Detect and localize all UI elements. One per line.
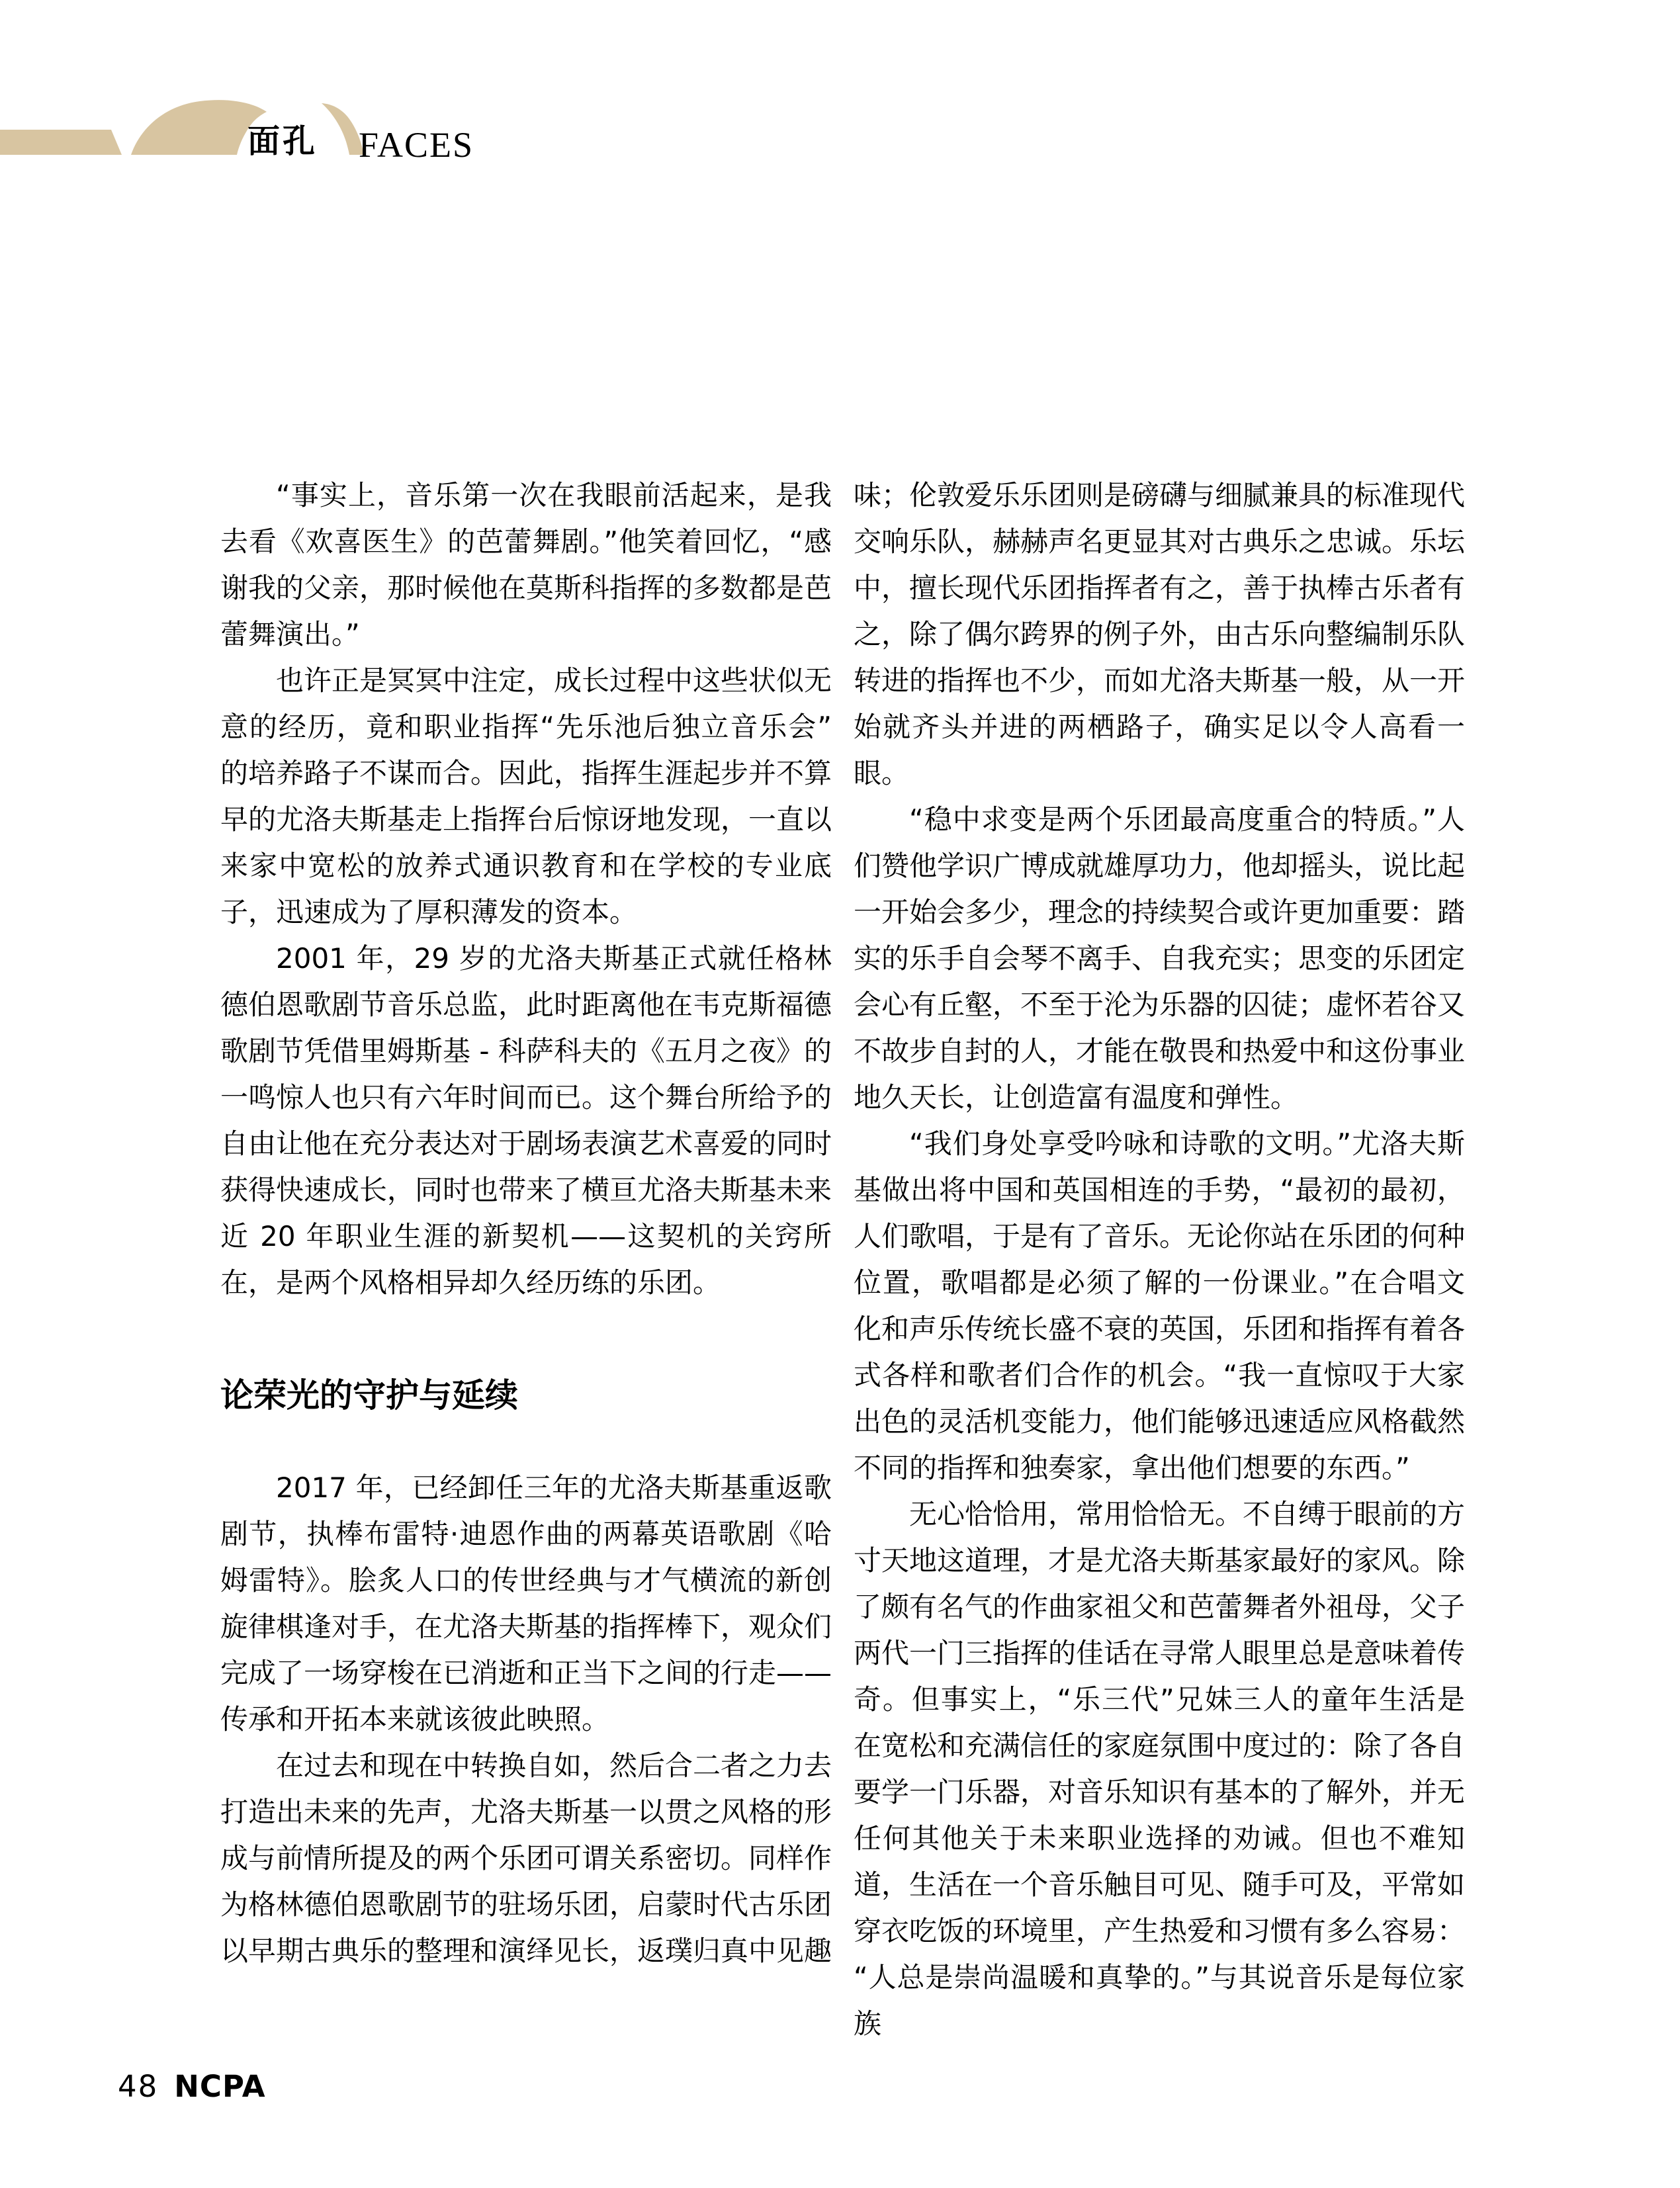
article-paragraph-continuation: 味；伦敦爱乐乐团则是磅礴与细腻兼具的标准现代交响乐队，赫赫声名更显其对古典乐之忠诚。乐坛中，擅长现代乐团指挥者有之，善于执棒古乐者有之，除了偶尔跨界的例子外，由古乐向整编制乐队转进的指挥也不少，而如尤洛夫斯基一般，从一开始就齐头并进的两栖路子，确实足以令人高看一眼。 xyxy=(854,479,1466,789)
header-wave-shape xyxy=(131,100,267,155)
article-paragraph: “事实上，音乐第一次在我眼前活起来，是我去看《欢喜医生》的芭蕾舞剧。”他笑着回忆，“感谢我的父亲，那时候他在莫斯科指挥的多数都是芭蕾舞演出。” xyxy=(220,479,832,650)
section-title-english: FACES xyxy=(359,125,474,165)
section-title-chinese: 面孔 xyxy=(247,122,318,160)
article-right-column xyxy=(854,472,1465,2047)
section-heading: 论荣光的守护与延续 xyxy=(220,1376,518,1415)
article-left-column xyxy=(220,472,832,1974)
article-paragraph: 也许正是冥冥中注定，成长过程中这些状似无意的经历，竟和职业指挥“先乐池后独立音乐会”的培养路子不谋而合。因此，指挥生涯起步并不算早的尤洛夫斯基走上指挥台后惊讶地发现，一直以来家中宽松的放养式通识教育和在学校的专业底子，迅速成为了厚积薄发的资本。 xyxy=(220,664,832,928)
header-crescent-shape xyxy=(322,103,364,155)
page-number: 48 xyxy=(118,2069,159,2104)
footer-brand: NCPA xyxy=(174,2069,266,2104)
article-paragraph: 在过去和现在中转换自如，然后合二者之力去打造出未来的先声，尤洛夫斯基一以贯之风格的形成与前情所提及的两个乐团可谓关系密切。同样作为格林德伯恩歌剧节的驻场乐团，启蒙时代古乐团以早期古典乐的整理和演绎见长，返璞归真中见趣 xyxy=(220,1749,832,1967)
page-footer xyxy=(118,2070,266,2104)
header-bar-shape xyxy=(0,130,122,155)
article-paragraph: “我们身处享受吟咏和诗歌的文明。”尤洛夫斯基做出将中国和英国相连的手势，“最初的最初，人们歌唱，于是有了音乐。无论你站在乐团的何种位置，歌唱都是必须了解的一份课业。”在合唱文化和声乐传统长盛不衰的英国，乐团和指挥有着各式各样和歌者们合作的机会。“我一直惊叹于大家出色的灵活机变能力，他们能够迅速适应风格截然不同的指挥和独奏家，拿出他们想要的东西。” xyxy=(854,1127,1466,1484)
article-paragraph: 无心恰恰用，常用恰恰无。不自缚于眼前的方寸天地这道理，才是尤洛夫斯基家最好的家风。除了颇有名气的作曲家祖父和芭蕾舞者外祖母，父子两代一门三指挥的佳话在寻常人眼里总是意味着传奇。但事实上，“乐三代”兄妹三人的童年生活是在宽松和充满信任的家庭氛围中度过的：除了各自要学一门乐器，对音乐知识有基本的了解外，并无任何其他关于未来职业选择的劝诫。但也不难知道，生活在一个音乐触目可见、随手可及，平常如穿衣吃饭的环境里，产生热爱和习惯有多么容易：“人总是崇尚温暖和真挚的。”与其说音乐是每位家族 xyxy=(854,1498,1466,2040)
article-paragraph: “稳中求变是两个乐团最高度重合的特质。”人们赞他学识广博成就雄厚功力，他却摇头，说比起一开始会多少，理念的持续契合或许更加重要：踏实的乐手自会琴不离手、自我充实；思变的乐团定会心有丘壑，不至于沦为乐器的囚徒；虚怀若谷又不故步自封的人，才能在敬畏和热爱中和这份事业地久天长，让创造富有温度和弹性。 xyxy=(854,803,1466,1114)
article-paragraph: 2017 年，已经卸任三年的尤洛夫斯基重返歌剧节，执棒布雷特·迪恩作曲的两幕英语歌剧《哈姆雷特》。脍炙人口的传世经典与才气横流的新创旋律棋逢对手，在尤洛夫斯基的指挥棒下，观众们完成了一场穿梭在已消逝和正当下之间的行走——传承和开拓本来就该彼此映照。 xyxy=(220,1471,832,1735)
article-paragraph: 2001 年，29 岁的尤洛夫斯基正式就任格林德伯恩歌剧节音乐总监，此时距离他在韦克斯福德歌剧节凭借里姆斯基 - 科萨科夫的《五月之夜》的一鸣惊人也只有六年时间而已。这个舞台所给予的自由让他在充分表达对于剧场表演艺术喜爱的同时获得快速成长，同时也带来了横亘尤洛夫斯基未来近 20 年职业生涯的新契机——这契机的关窍所在，是两个风格相异却久经历练的乐团。 xyxy=(220,942,832,1299)
